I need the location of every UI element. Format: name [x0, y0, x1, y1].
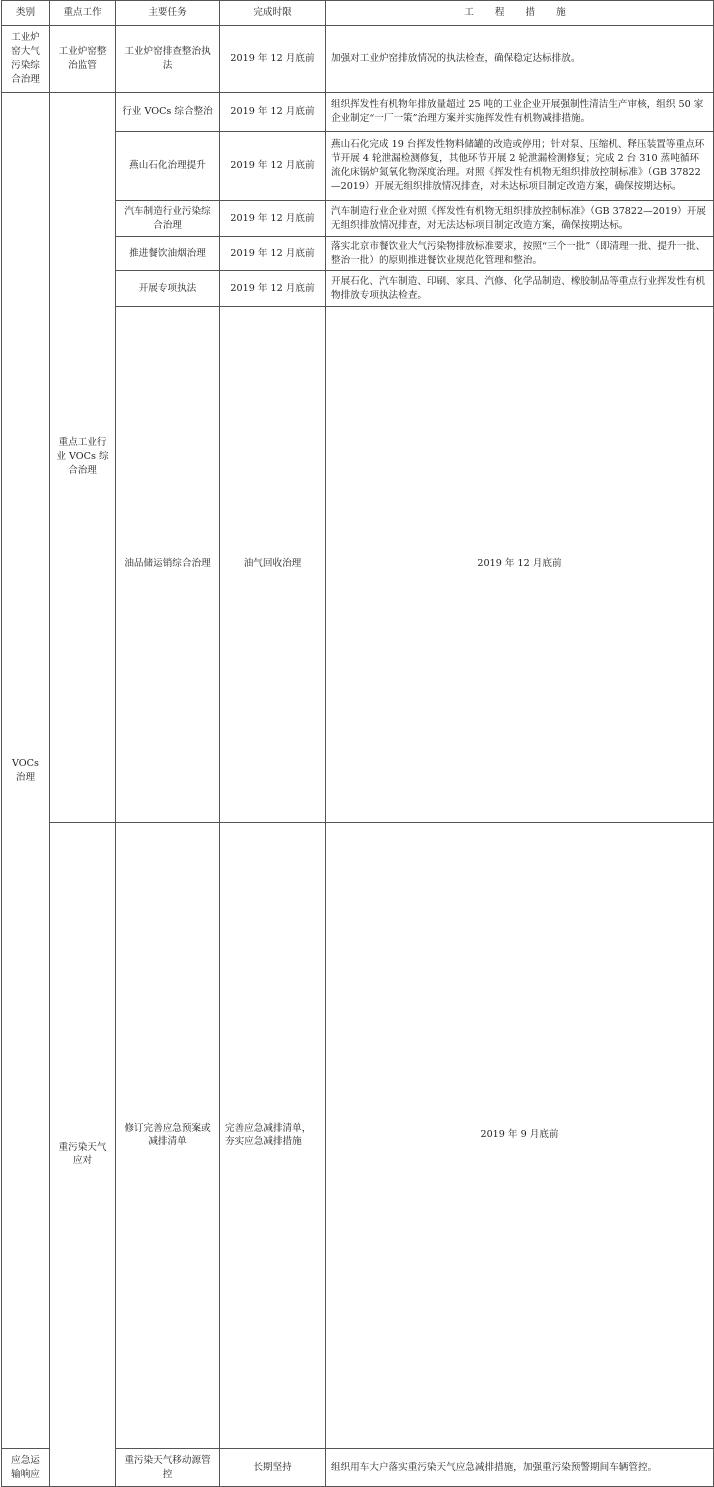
deadline-cell: 2019 年 12 月底前: [326, 307, 714, 823]
table-row: [2, 822, 714, 1449]
measures-cell: 开展石化、汽车制造、印刷、家具、汽修、化学品制造、橡胶制品等重点行业挥发性有机物排放专项执法检查。: [326, 271, 714, 307]
category-cell: 重污染天气应对: [50, 822, 116, 1487]
category-cell: VOCs 治理: [2, 93, 50, 1449]
measures-table: [1, 0, 714, 1487]
table-row: [2, 26, 714, 93]
deadline-cell: 2019 年 12 月底前: [220, 26, 326, 93]
deadline-cell: 2019 年 12 月底前: [220, 271, 326, 307]
task-cell: 开展专项执法: [116, 271, 220, 307]
task-cell: 行业 VOCs 综合整治: [116, 93, 220, 132]
measures-cell: 组织用车大户落实重污染天气应急减排措施，加强重污染预警期间车辆管控。: [326, 1449, 714, 1487]
task-cell: 完善应急减排清单，夯实应急减排措施: [220, 822, 326, 1449]
table-row: [2, 93, 714, 132]
header-measures: 工 程 措 施: [326, 1, 714, 26]
task-cell: 燕山石化治理提升: [116, 132, 220, 201]
task-cell: 油气回收治理: [220, 307, 326, 823]
deadline-cell: 2019 年 12 月底前: [220, 237, 326, 271]
measures-cell: 加强对工业炉窑排放情况的执法检查，确保稳定达标排放。: [326, 26, 714, 93]
header-row: [2, 1, 714, 26]
key-work-cell: 工业炉窑整治监管: [50, 26, 116, 93]
task-cell: 重污染天气移动源管控: [116, 1449, 220, 1487]
task-cell: 工业炉窑排查整治执法: [116, 26, 220, 93]
header-main-task: 主要任务: [116, 1, 220, 26]
deadline-cell: 2019 年 9 月底前: [326, 822, 714, 1449]
header-category: 类别: [2, 1, 50, 26]
measures-cell: 组织挥发性有机物年排放量超过 25 吨的工业企业开展强制性清洁生产审核，组织 50 家企业制定“一厂一策”治理方案并实施挥发性有机物减排措施。: [326, 93, 714, 132]
measures-cell: 汽车制造行业企业对照《挥发性有机物无组织排放控制标准》（GB 37822—2019）开展无组织排放情况排查，对无法达标项目制定改造方案，确保按期达标。: [326, 201, 714, 237]
task-cell: 汽车制造行业污染综合治理: [116, 201, 220, 237]
measures-cell: 落实北京市餐饮业大气污染物排放标准要求，按照“三个一批”（即清理一批、提升一批、整治一批）的原则推进餐饮业规范化管理和整治。: [326, 237, 714, 271]
deadline-cell: 2019 年 12 月底前: [220, 132, 326, 201]
deadline-cell: 长期坚持: [220, 1449, 326, 1487]
task-cell: 推进餐饮油烟治理: [116, 237, 220, 271]
header-key-work: 重点工作: [50, 1, 116, 26]
key-work-cell: 油品储运销综合治理: [116, 307, 220, 823]
category-cell: 工业炉窑大气污染综合治理: [2, 26, 50, 93]
deadline-cell: 2019 年 12 月底前: [220, 201, 326, 237]
key-work-cell: 应急运输响应: [2, 1449, 50, 1487]
key-work-cell: 修订完善应急预案或减排清单: [116, 822, 220, 1449]
deadline-cell: 2019 年 12 月底前: [220, 93, 326, 132]
key-work-cell: 重点工业行业 VOCs 综合治理: [50, 93, 116, 823]
header-deadline: 完成时限: [220, 1, 326, 26]
measures-cell: 燕山石化完成 19 台挥发性物料储罐的改造或停用；针对泵、压缩机、释压装置等重点环节开展 4 轮泄漏检测修复，其他环节开展 2 轮泄漏检测修复；完成 2 台 310 蒸吨循环流化床锅炉氮氧化物深度治理。对照《挥发性有机物无组织排放控制标准》（GB 37822—2019）开展无组织排放情况排查，对未达标项目制定改造方案，确保按期达标。: [326, 132, 714, 201]
